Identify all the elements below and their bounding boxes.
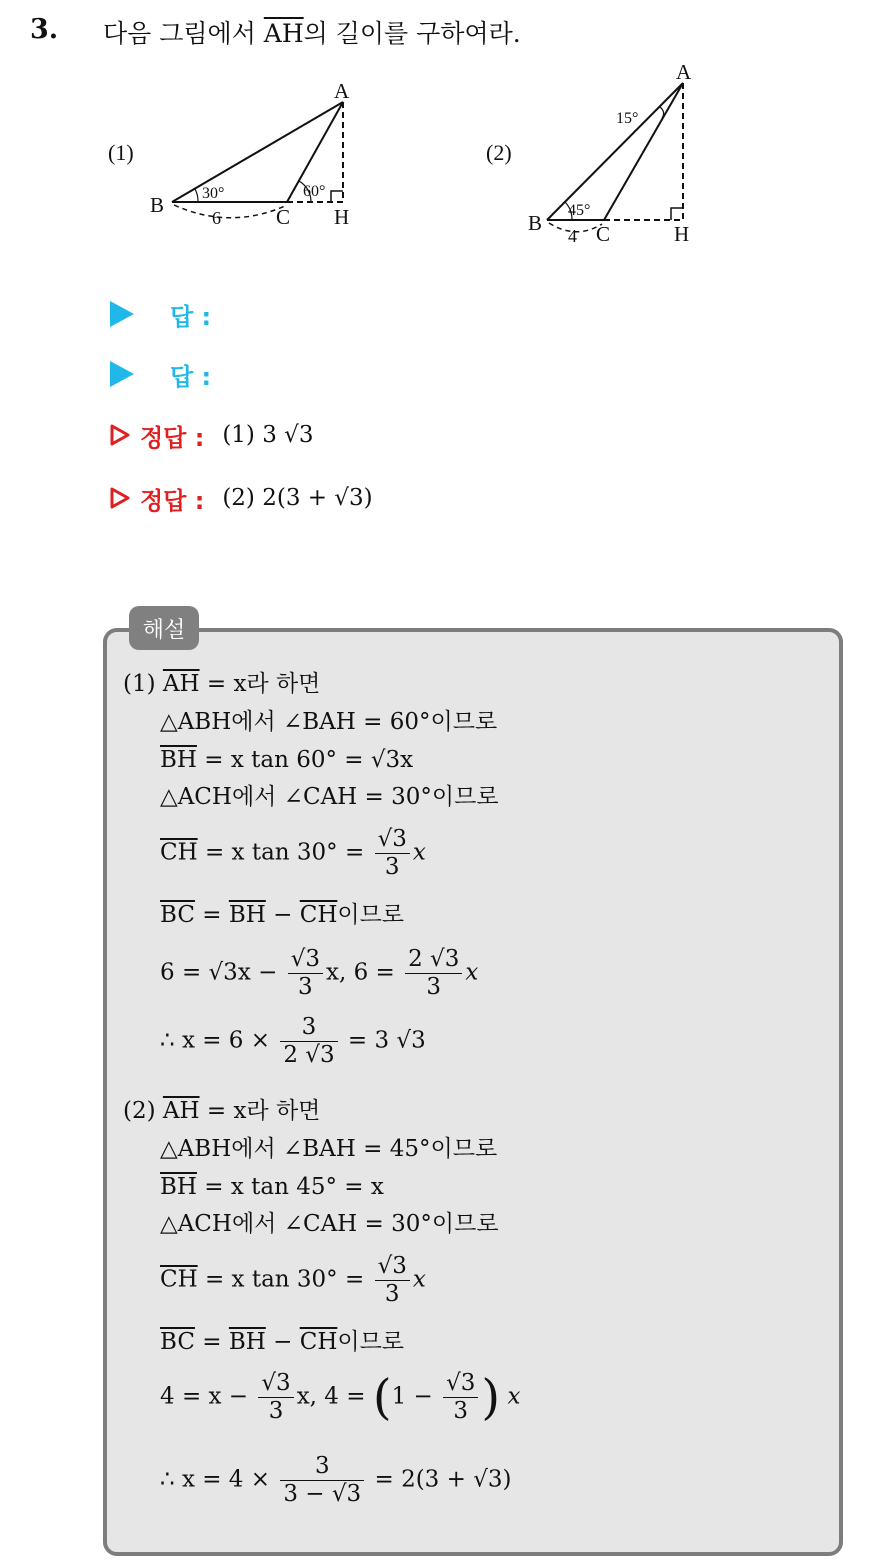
fig1-vertex-a: A xyxy=(334,79,350,103)
outline-play-icon xyxy=(110,487,130,509)
figure-1 xyxy=(108,79,350,229)
question-number: 3. xyxy=(30,14,59,45)
correct-answer-label: 정답 : xyxy=(140,423,205,452)
play-icon xyxy=(110,301,134,327)
correct-answer-label: 정답 : xyxy=(140,486,205,515)
sol2-line-7: 4 = x − $\frac{√3}{3}$ x, 4 = (1 − $\frac{√3}{3}$ ) x xyxy=(160,1369,521,1426)
answer-blank-2 xyxy=(110,356,211,392)
sol2-line-1: (2) $\overline{AH} = x$라 하면 xyxy=(123,1098,321,1124)
fig1-angle-c: 60° xyxy=(303,183,326,200)
sol1-line-2: △ABH에서 ∠BAH = 60°이므로 xyxy=(160,709,498,735)
figure-2-label: (2) xyxy=(486,140,512,165)
fig2-vertex-h: H xyxy=(674,222,690,246)
fig1-angle-b: 30° xyxy=(202,185,225,202)
answer-blank-1 xyxy=(110,296,211,332)
sol1-line-7: 6 = √3x − $\frac{√3}{3}$ x, 6 = $\frac{2 √3}{3}$ x xyxy=(160,946,479,1000)
sol2-line-4: △ACH에서 ∠CAH = 30°이므로 xyxy=(160,1211,499,1237)
fig1-vertex-h: H xyxy=(334,205,350,229)
sol2-line-3: $\overline{BH} = x$ tan 45° = x xyxy=(160,1174,384,1200)
fig1-length-bc: 6 xyxy=(212,208,221,228)
fig1-vertex-c: C xyxy=(276,205,291,229)
sol1-line-6: $\overline{BC} = \overline{BH} - \overline{CH}$이므로 xyxy=(160,902,405,928)
fig2-vertex-a: A xyxy=(676,60,692,84)
correct-answer-value: (1) 3 √3 xyxy=(222,422,314,448)
sol1-line-4: △ACH에서 ∠CAH = 30°이므로 xyxy=(160,784,499,810)
figure-1-label: (1) xyxy=(108,140,134,165)
fig2-angle-b: 45° xyxy=(568,202,591,219)
sol2-line-2: △ABH에서 ∠BAH = 45°이므로 xyxy=(160,1136,498,1162)
sol1-line-8: ∴ x = 6 × $\frac{3}{2 √3}$ = 3 √3 xyxy=(160,1014,426,1068)
answer-label: 답 : xyxy=(170,362,212,391)
correct-answer-1 xyxy=(110,417,313,453)
fig1-vertex-b: B xyxy=(150,193,165,217)
solution-tab: 해설 xyxy=(129,606,199,650)
correct-answer-2 xyxy=(110,480,373,516)
sol1-line-5: $\overline{CH} = x$ tan 30° = $\frac{√3}{3}$ x xyxy=(160,826,426,880)
sol2-line-6: $\overline{BC} = \overline{BH} - \overline{CH}$이므로 xyxy=(160,1329,405,1355)
correct-answer-value: (2) 2(3 + √3) xyxy=(222,485,373,511)
sol1-line-1: (1) $\overline{AH} = x$라 하면 xyxy=(123,671,321,697)
sol2-line-5: $\overline{CH} = x$ tan 30° = $\frac{√3}{3}$ x xyxy=(160,1253,426,1307)
outline-play-icon xyxy=(110,424,130,446)
figure-2 xyxy=(486,60,692,246)
fig2-length-bc: 4 xyxy=(568,226,577,246)
fig2-vertex-c: C xyxy=(596,222,611,246)
sol2-line-8: ∴ x = 4 × $\frac{3}{3 - √3}$ = 2(3 + √3) xyxy=(160,1453,512,1507)
fig2-angle-a: 15° xyxy=(616,110,639,127)
play-icon xyxy=(110,361,134,387)
sol1-line-3: $\overline{BH} = x$ tan 60° = √3x xyxy=(160,747,414,773)
question-text: 다음 그림에서 $\overline{AH}$의 길이를 구하여라. xyxy=(103,19,521,48)
triangle-figures xyxy=(0,0,884,260)
fig2-vertex-b: B xyxy=(528,211,543,235)
answer-label: 답 : xyxy=(170,302,212,331)
